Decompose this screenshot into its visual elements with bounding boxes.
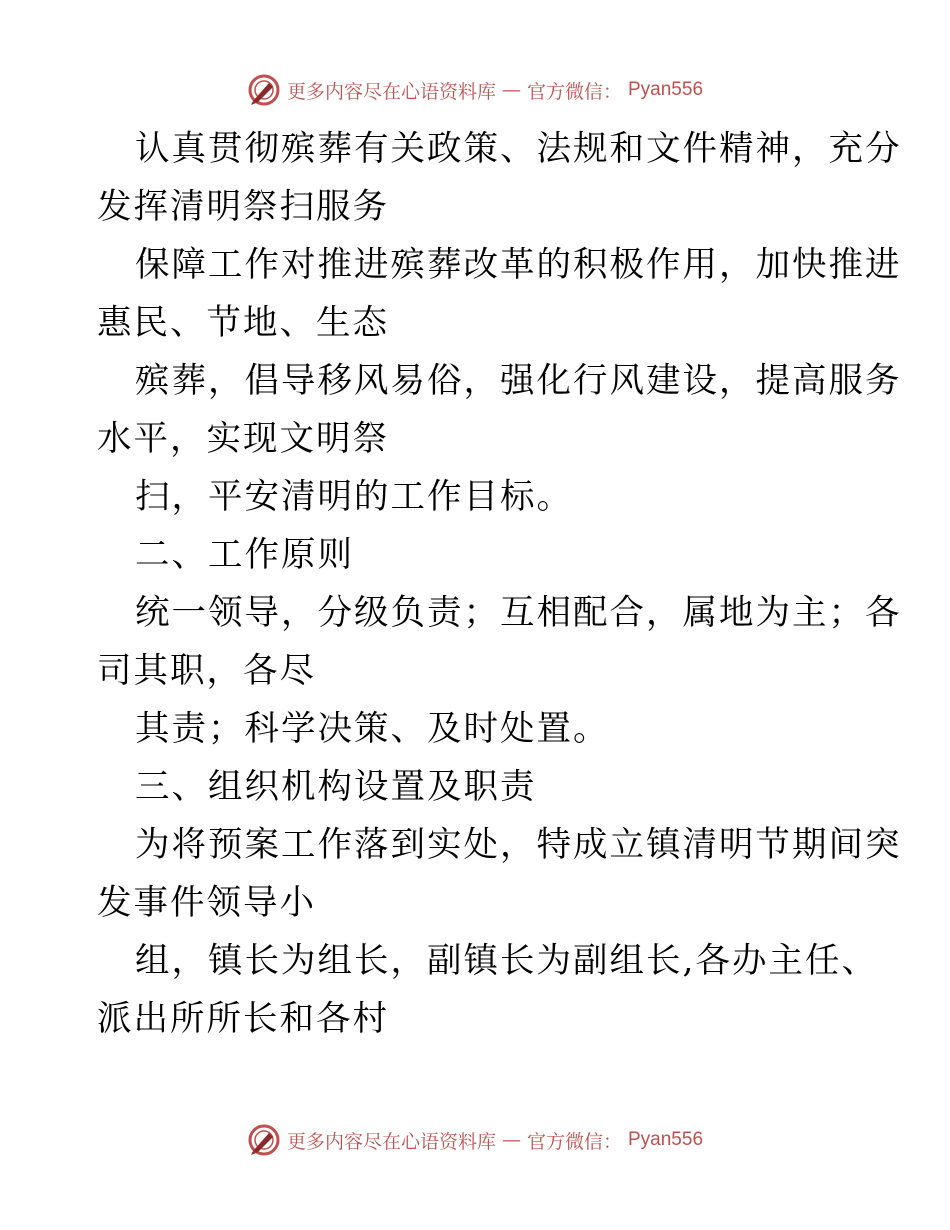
text-line: 统一领导，分级负责；互相配合，属地为主；各	[135, 593, 902, 633]
header-banner	[0, 70, 950, 110]
text-line: 殡葬，倡导移风易俗，强化行风建设，提高服务	[135, 361, 902, 401]
pen-circle-logo-icon	[247, 1123, 281, 1157]
text-line: 水平，实现文明祭	[97, 419, 389, 459]
text-line: 司其职，各尽	[97, 651, 316, 691]
wechat-label: 官方微信：	[526, 1130, 622, 1153]
text-line: 发事件领导小	[97, 883, 316, 923]
banner-separator: —	[501, 79, 521, 101]
text-line: 认真贯彻殡葬有关政策、法规和文件精神，充分	[135, 129, 902, 169]
wechat-label: 官方微信：	[526, 80, 622, 103]
wechat-id: Pyan556	[628, 1129, 704, 1150]
text-line: 其责；科学决策、及时处置。	[135, 709, 610, 749]
document-body	[97, 120, 902, 1048]
pen-circle-logo-icon	[247, 73, 281, 107]
text-line: 二、工作原则	[135, 535, 354, 575]
text-line: 保障工作对推进殡葬改革的积极作用，加快推进	[135, 245, 902, 285]
site-name: 更多内容尽在心语资料库	[286, 1130, 496, 1153]
text-line: 为将预案工作落到实处，特成立镇清明节期间突	[135, 825, 902, 865]
text-line: 派出所所长和各村	[97, 999, 389, 1039]
footer-banner	[0, 1120, 950, 1160]
wechat-id: Pyan556	[628, 79, 704, 100]
text-line: 扫，平安清明的工作目标。	[135, 477, 573, 517]
text-line: 惠民、节地、生态	[97, 303, 389, 343]
banner-separator: —	[501, 1129, 521, 1151]
text-line: 三、组织机构设置及职责	[135, 767, 537, 807]
text-line: 组，镇长为组长，副镇长为副组长,各办主任、	[135, 941, 878, 981]
text-line: 发挥清明祭扫服务	[97, 187, 389, 227]
site-name: 更多内容尽在心语资料库	[286, 80, 496, 103]
